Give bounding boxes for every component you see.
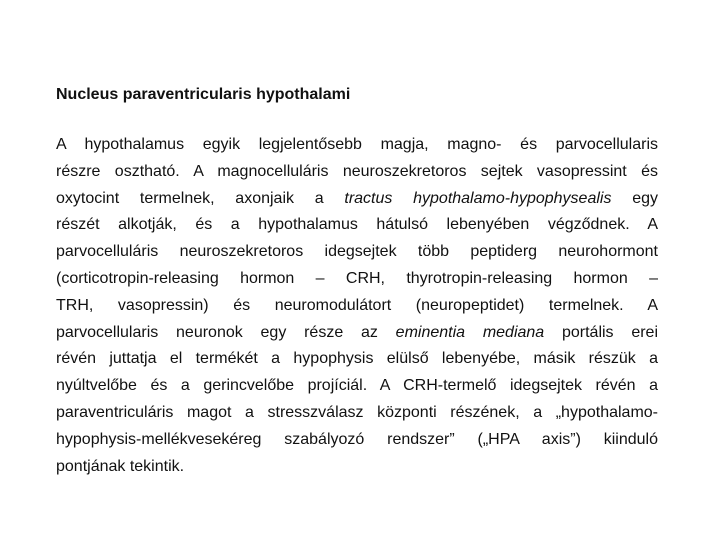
paragraph-line — [56, 427, 658, 454]
text-run: egy — [611, 189, 658, 207]
text-run: TRH, vasopressin) és neuromodulátort (neuropeptidet) termelnek. A — [56, 296, 658, 314]
text-run: részre osztható. A magnocelluláris neuroszekretoros sejtek vasopressint és — [56, 162, 658, 180]
text-run: parvocellularis neuronok egy része az — [56, 323, 396, 341]
text-run: révén juttatja el termékét a hypophysis elülső lebenyébe, másik részük a — [56, 350, 658, 368]
text-run: parvocelluláris neuroszekretoros idegsejtek több peptiderg neurohormont — [56, 243, 658, 261]
paragraph-line — [56, 239, 658, 266]
text-run: hypophysis-mellékvesekéreg szabályozó rendszer” („HPA axis”) kiinduló — [56, 430, 658, 448]
paragraph-line — [56, 212, 658, 239]
paragraph-line — [56, 186, 658, 213]
paragraph-line — [56, 346, 658, 373]
paragraph-line — [56, 159, 658, 186]
paragraph-line — [56, 266, 658, 293]
text-run: nyúltvelőbe és a gerincvelőbe projíciál. A CRH-termelő idegsejtek révén a — [56, 377, 658, 395]
text-run: paraventriculáris magot a stresszválasz központi részének, a „hypothalamo- — [56, 403, 658, 421]
paragraph-line — [56, 320, 658, 347]
paragraph-line — [56, 454, 658, 481]
text-run: A hypothalamus egyik legjelentősebb magja, magno- és parvocellularis — [56, 136, 658, 153]
italic-term: eminentia mediana — [395, 323, 545, 341]
italic-term: tractus hypothalamo-hypophysealis — [344, 189, 612, 207]
text-run: portális erei — [544, 323, 659, 341]
body-paragraph — [56, 132, 658, 480]
paragraph-line — [56, 132, 658, 159]
text-run: részét alkotják, és a hypothalamus hátulsó lebenyében végződnek. A — [56, 216, 658, 234]
paragraph-line — [56, 400, 658, 427]
text-run: (corticotropin-releasing hormon – CRH, thyrotropin-releasing hormon – — [56, 269, 658, 287]
slide-title: Nucleus paraventricularis hypothalami — [56, 86, 351, 103]
paragraph-line — [56, 293, 658, 320]
paragraph-line — [56, 373, 658, 400]
text-run: oxytocint termelnek, axonjaik a — [56, 189, 345, 207]
text-run: pontjának tekintik. — [56, 457, 185, 475]
